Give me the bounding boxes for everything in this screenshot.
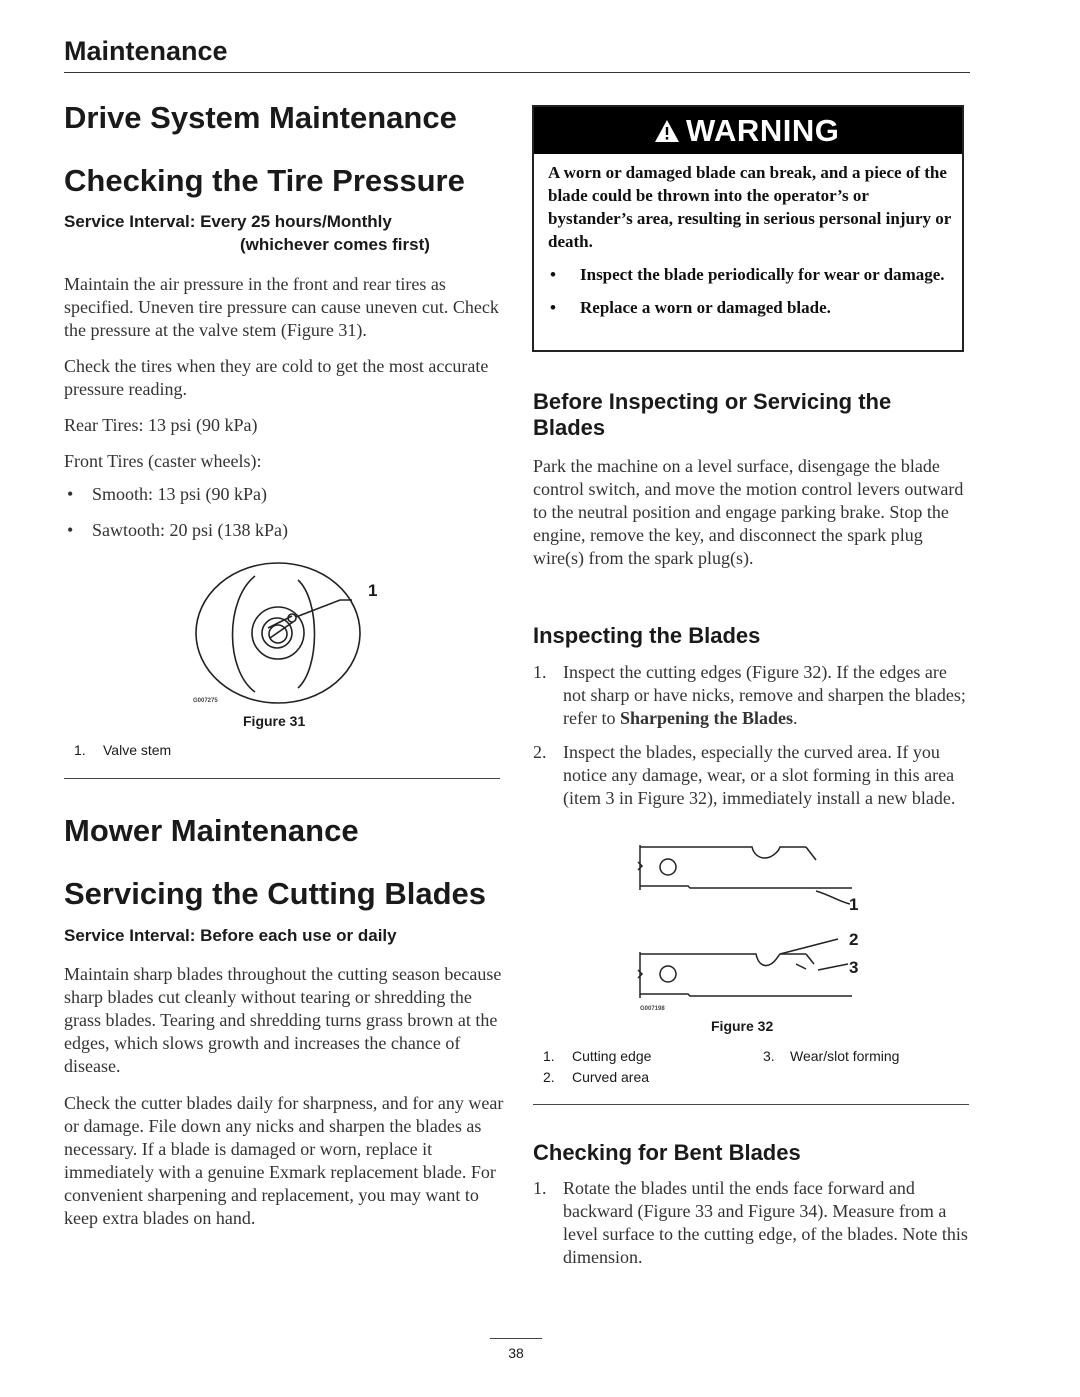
figure32-legend-1-num: 1. [543, 1048, 555, 1064]
warning-box [532, 105, 964, 352]
tire-service-interval-note: (whichever comes first) [240, 235, 430, 254]
smooth-tire-spec: • Smooth: 13 psi (90 kPa) [64, 483, 504, 506]
tire-body [64, 273, 504, 542]
figure31-code: G007275 [193, 698, 218, 704]
warning-triangle-icon [654, 119, 680, 143]
inspecting-blades-heading: Inspecting the Blades [533, 623, 761, 648]
figure32-legend-cutting-edge: Cutting edge [572, 1048, 652, 1064]
bent-blades-heading: Checking for Bent Blades [533, 1140, 801, 1165]
bent-step-1 [533, 1177, 973, 1269]
blades-paragraph-2: Check the cutter blades daily for sharpness, and for any wear or damage. File down any nicks and sharpen the blades as necessary. If a blade is damaged or worn, replace it immediately with a genuine Exmark replacement blade. For convenient sharpening and replacement, you may want to keep extra blades on hand. [64, 1093, 504, 1228]
warning-body [548, 161, 952, 319]
section-header: Maintenance [64, 36, 228, 66]
warning-bullet-replace: • Replace a worn or damaged blade. [548, 296, 952, 319]
blades-body [64, 963, 504, 1230]
figure32-callout-1: 1 [849, 895, 859, 914]
sharpening-blades-reference: Sharpening the Blades [619, 708, 794, 728]
figure32-legend-2-num: 2. [543, 1069, 555, 1085]
figure32-legend-curved-area: Curved area [572, 1069, 650, 1085]
figure31-divider [64, 778, 500, 779]
front-tires-spec: Front Tires (caster wheels): [64, 451, 262, 471]
inspect-step-1-text: Inspect the cutting edges (Figure 32). If the edges are not sharp or have nicks, remove and sharpen the blades; refer to [563, 662, 966, 728]
page-number: 38 [508, 1345, 524, 1361]
figure32-legend-3-num: 3. [763, 1048, 775, 1064]
tire-valve-stem-figure [180, 560, 400, 710]
inspect-step-2-text: Inspect the blades, especially the curved area. If you notice any damage, wear, or a slot forming in this area (item 3 in Figure 32), immediately install a new blade. [563, 742, 956, 808]
figure32-code: G007198 [640, 1006, 665, 1012]
cutting-blades-heading: Servicing the Cutting Blades [64, 876, 487, 911]
figure31-legend-valve-stem: Valve stem [103, 742, 172, 758]
inspect-step-2-number: 2. [533, 742, 547, 762]
figure31-callout-1: 1 [368, 581, 378, 600]
figure32-legend-wear-slot: Wear/slot forming [790, 1048, 900, 1064]
inspect-step-2 [533, 741, 973, 810]
before-inspecting-heading: Before Inspecting or Servicing the Blades [533, 389, 892, 440]
bent-step-1-text: Rotate the blades until the ends face forward and backward (Figure 33 and Figure 34). Measure from a level surface to the cutting edge, of the blades. Note this dimension. [563, 1178, 968, 1267]
figure31-label: Figure 31 [243, 713, 306, 729]
tire-service-interval: Service Interval: Every 25 hours/Monthly [64, 212, 392, 231]
blades-paragraph-1: Maintain sharp blades throughout the cutting season because sharp blades cut cleanly without tearing or shredding the grass blades. Tearing and shredding turns grass brown at the edges, which slows growth and increases the chance of disease. [64, 964, 502, 1076]
blade-wear-figure [630, 840, 870, 1015]
figure32-divider [533, 1104, 969, 1105]
figure32-callout-2: 2 [849, 930, 859, 949]
figure32-callout-3: 3 [849, 958, 859, 977]
inspect-step-1-end: . [793, 708, 798, 728]
blades-service-interval: Service Interval: Before each use or daily [64, 926, 397, 945]
warning-text: A worn or damaged blade can break, and a piece of the blade could be thrown into the operator’s or bystander’s area, resulting in serious personal injury or death. [548, 163, 951, 251]
mower-maintenance-heading: Mower Maintenance [64, 813, 359, 848]
tire-paragraph-2: Check the tires when they are cold to get the most accurate pressure reading. [64, 356, 489, 399]
sawtooth-tire-spec: • Sawtooth: 20 psi (138 kPa) [64, 519, 504, 542]
drive-system-heading: Drive System Maintenance [64, 100, 457, 135]
figure31-legend-num: 1. [74, 742, 86, 758]
bent-blades-steps [533, 1177, 973, 1269]
tire-pressure-heading: Checking the Tire Pressure [64, 163, 465, 198]
warning-bullet-inspect: • Inspect the blade periodically for wear or damage. [548, 263, 952, 286]
bent-step-1-number: 1. [533, 1178, 547, 1198]
rear-tires-spec: Rear Tires: 13 psi (90 kPa) [64, 415, 258, 435]
tire-paragraph-1: Maintain the air pressure in the front and rear tires as specified. Uneven tire pressure can cause uneven cut. Check the pressure at the valve stem (Figure 31). [64, 274, 499, 340]
page-number-rule [490, 1338, 542, 1339]
header-divider [64, 72, 970, 73]
inspect-step-1-number: 1. [533, 662, 547, 682]
warning-title: WARNING [686, 113, 840, 148]
figure32-label: Figure 32 [711, 1018, 774, 1034]
inspecting-steps [533, 661, 973, 810]
warning-banner [534, 107, 962, 154]
before-inspecting-paragraph: Park the machine on a level surface, disengage the blade control switch, and move the motion control levers outward to the neutral position and engage parking brake. Stop the engine, remove the key, and disconnect the spark plug wire(s) from the spark plug(s). [533, 456, 964, 568]
inspect-step-1 [533, 661, 973, 730]
